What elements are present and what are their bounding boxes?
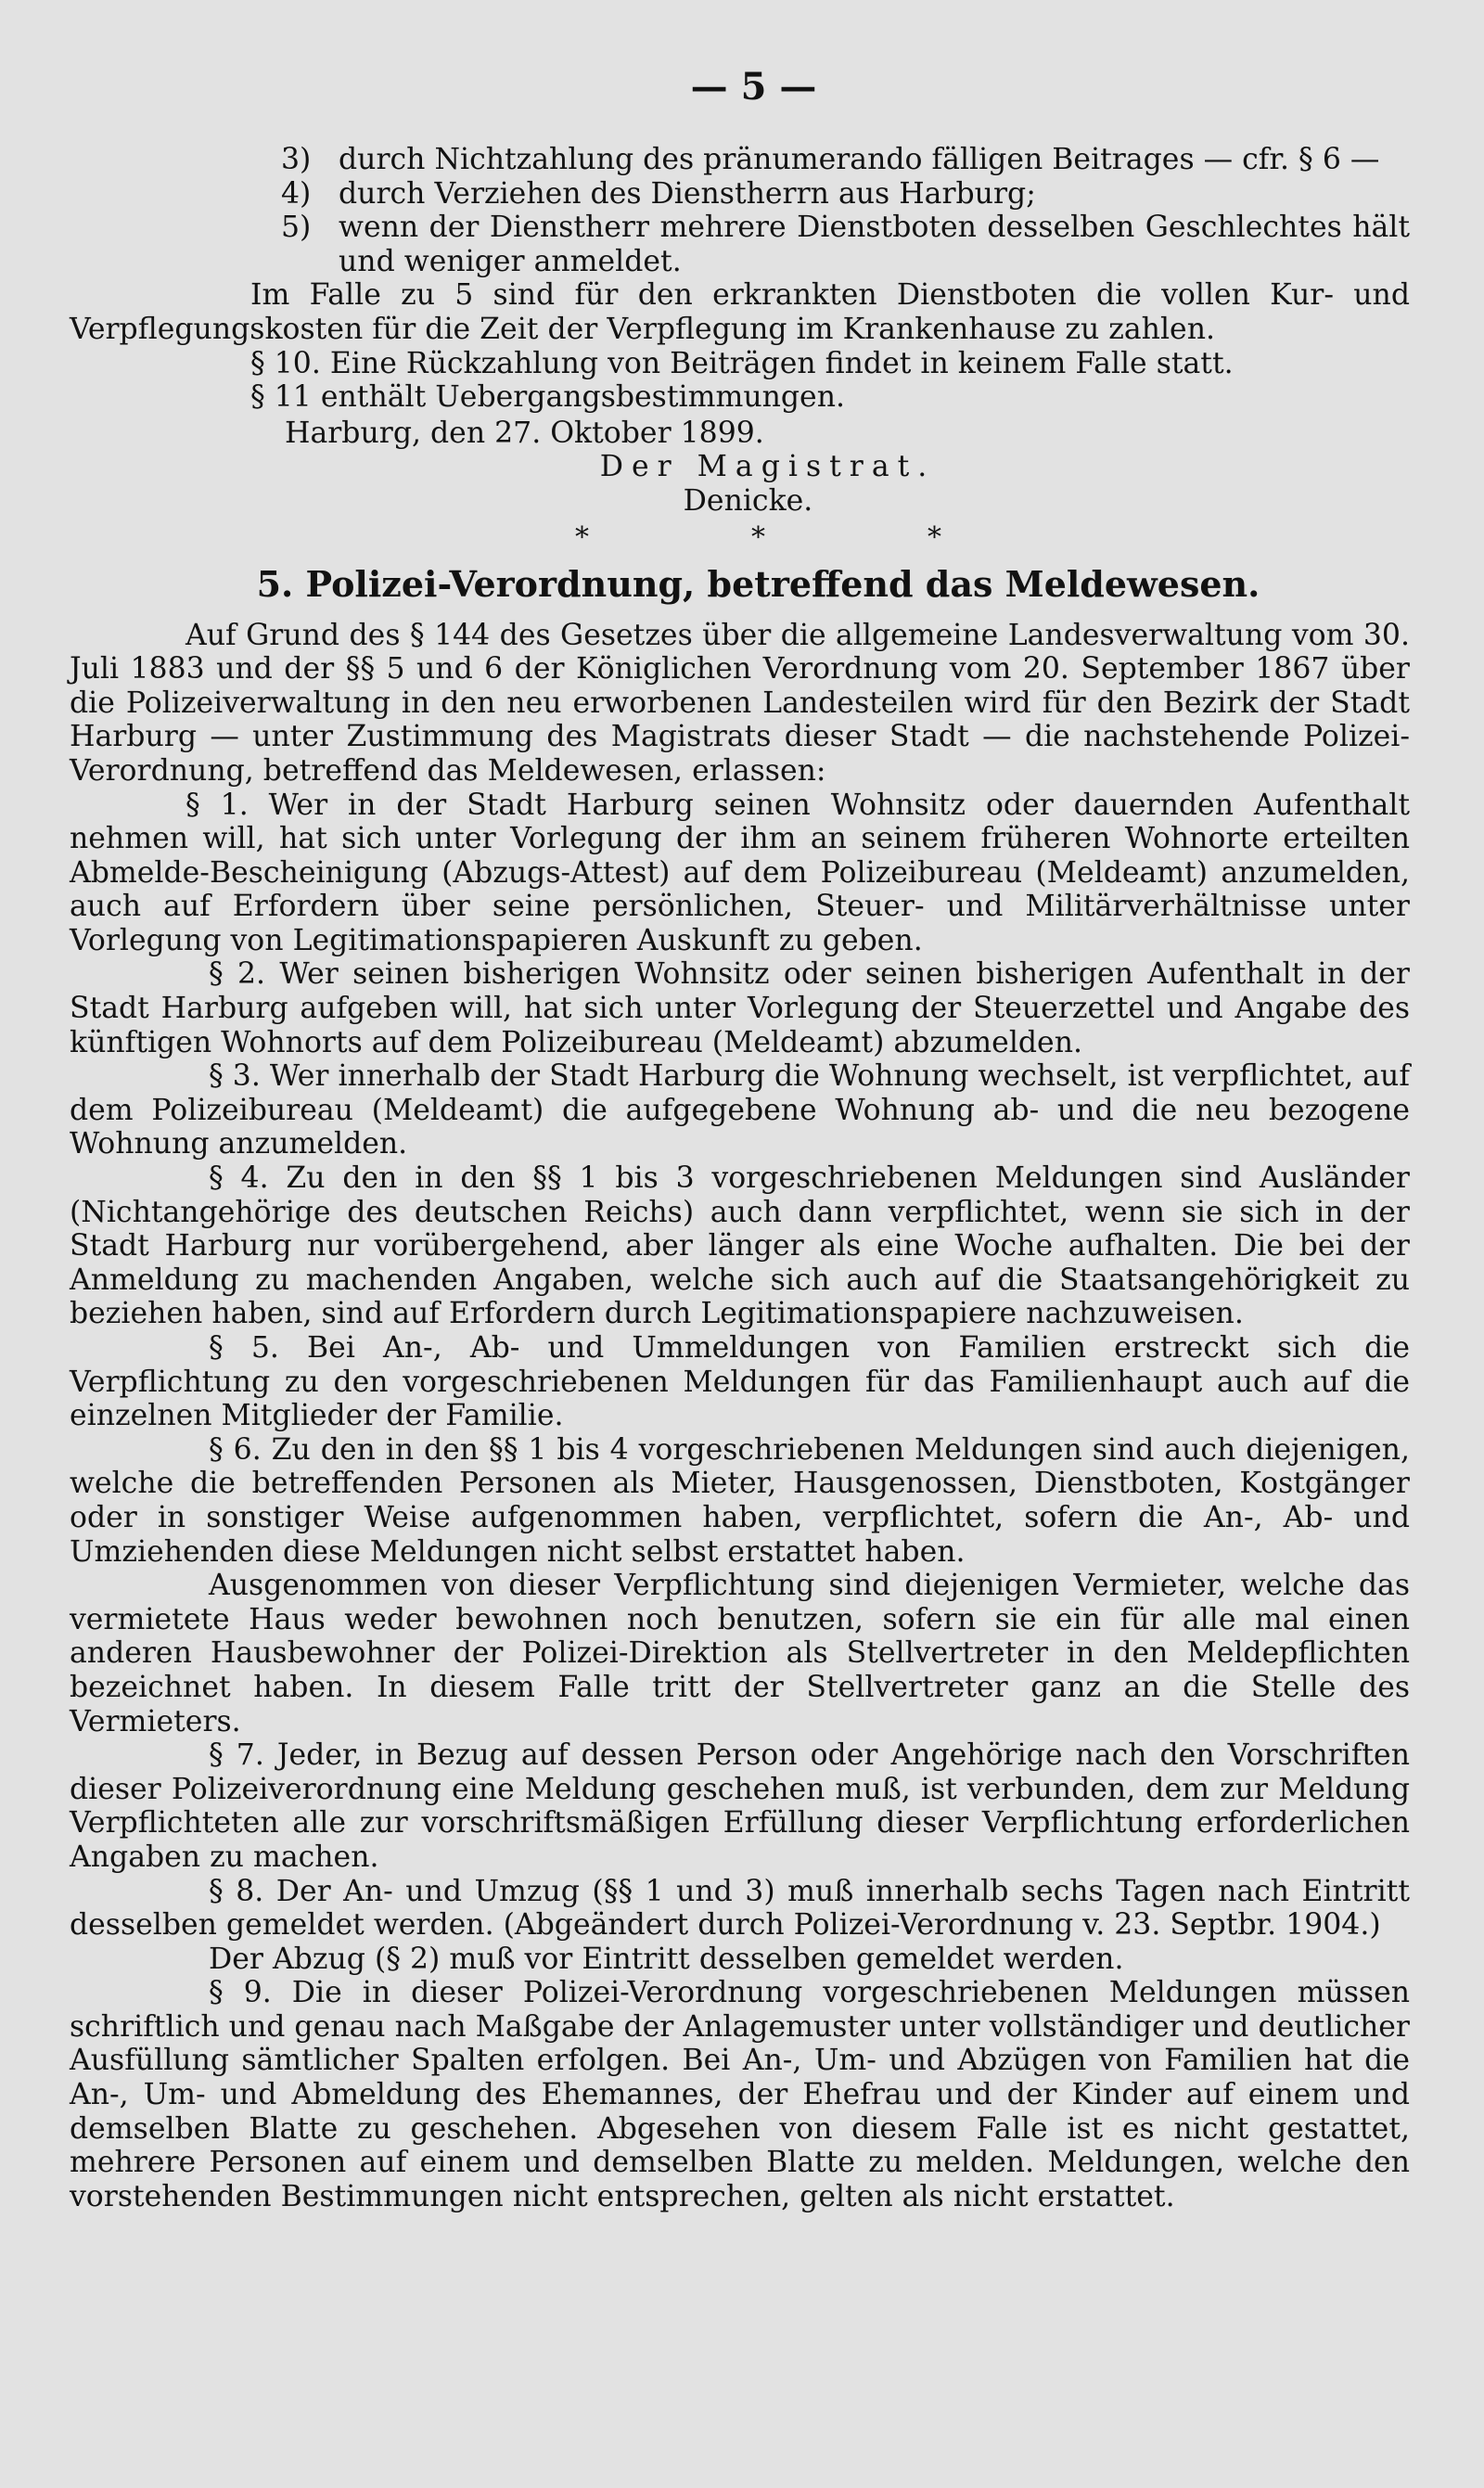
signer: Denicke. [683, 483, 813, 518]
paragraph-section-11: § 11 enthält Uebergangsbestimmungen. [250, 380, 845, 415]
list-item-number: 4) [281, 176, 312, 211]
separator-star: * [575, 520, 589, 554]
page-number: — 5 — [690, 65, 817, 109]
list-section [70, 143, 1410, 278]
section-8-departure: Der Abzug (§ 2) muß vor Eintritt desselben gemeldet werden. [209, 1942, 1124, 1976]
separator-star: * [928, 520, 941, 554]
separator [70, 520, 1410, 554]
list-item-text: durch Verziehen des Dienstherrn aus Harburg; [339, 176, 1036, 211]
list-item-3 [70, 143, 1410, 177]
list-item-number: 3) [281, 143, 312, 176]
section-2: § 2. Wer seinen bisherigen Wohnsitz oder seinen bisherigen Aufenthalt in der Stadt Harburg aufgeben will, hat sich unter Vorlegung der Steuerzettel und Angabe des künftigen Wohnorts auf dem Polizeibureau (Meldeamt) abzumelden. [70, 957, 1410, 1059]
list-item-5 [70, 211, 1410, 278]
separator-star: * [751, 520, 765, 554]
list-item-text: wenn der Dienstherr mehrere Dienstboten desselben Geschlechtes hält und weniger anmeldet. [339, 211, 1410, 278]
list-item-text: durch Nichtzahlung des pränumerando fälligen Beitrages — cfr. § 6 — [339, 143, 1380, 176]
section-4: § 4. Zu den in den §§ 1 bis 3 vorgeschriebenen Meldungen sind Ausländer (Nichtangehörige des deutschen Reichs) auch dann verpflichtet, wenn sie sich in der Stadt Harburg nur vorübergehend, aber länger als eine Woche aufhalten. Die bei der Anmeldung zu machenden Angaben, welche sich auch auf die Staatsangehörigkeit zu beziehen haben, sind auf Erfordern durch Legitimationspapiere nachzuweisen. [70, 1161, 1410, 1331]
section-5: § 5. Bei An-, Ab- und Ummeldungen von Familien erstreckt sich die Verpflichtung zu den vorgeschriebenen Meldungen für das Familienhaupt auch auf die einzelnen Mitglieder der Familie. [70, 1331, 1410, 1433]
section-9: § 9. Die in dieser Polizei-Verordnung vorgeschriebenen Meldungen müssen schriftlich und genau nach Maßgabe der Anlagemuster unter vollständiger und deutlicher Ausfüllung sämtlicher Spalten erfolgen. Bei An-, Um- und Abzügen von Familien hat die An-, Um- und Abmeldung des Ehemannes, der Ehefrau und der Kinder auf einem und demselben Blatte zu geschehen. Abgesehen von diesem Falle ist es nicht gestattet, mehrere Personen auf einem und demselben Blatte zu melden. Meldungen, welche den vorstehenden Bestimmungen nicht entsprechen, gelten als nicht erstattet. [70, 1976, 1410, 2213]
section-8: § 8. Der An- und Umzug (§§ 1 und 3) muß innerhalb sechs Tagen nach Eintritt desselben gemeldet werden. (Abgeändert durch Polizei-Verordnung v. 23. Septbr. 1904.) [70, 1874, 1410, 1943]
section-6-exception: Ausgenommen von dieser Verpflichtung sind diejenigen Vermieter, welche das vermietete Haus weder bewohnen noch benutzen, sofern sie ein für alle mal einen anderen Hausbewohner der Polizei-Direktion als Stellvertreter in den Meldepflichten bezeichnet haben. In diesem Falle tritt der Stellvertreter ganz an die Stelle des Vermieters. [70, 1569, 1410, 1738]
list-item-number: 5) [281, 211, 312, 245]
paragraph-section-10: § 10. Eine Rückzahlung von Beiträgen findet in keinem Falle statt. [250, 346, 1234, 380]
preamble: Auf Grund des § 144 des Gesetzes über die allgemeine Landesverwaltung vom 30. Juli 1883 und der §§ 5 und 6 der Königlichen Verordnung vom 20. September 1867 über die Polizeiverwaltung in den neu erworbenen Landesteilen wird für den Bezirk der Stadt Harburg — unter Zustimmung des Magistrats dieser Stadt — die nachstehende Polizei-Verordnung, betreffend das Meldewesen, erlassen: [70, 618, 1410, 788]
section-7: § 7. Jeder, in Bezug auf dessen Person oder Angehörige nach den Vorschriften dieser Polizeiverordnung eine Meldung geschehen muß, ist verbunden, dem zur Meldung Verpflichteten alle zur vorschriftsmäßigen Erfüllung dieser Verpflichtung erforderlichen Angaben zu machen. [70, 1738, 1410, 1874]
paragraph-case-5: Im Falle zu 5 sind für den erkrankten Dienstboten die vollen Kur- und Verpflegungskosten für die Zeit der Verpflegung im Krankenhause zu zahlen. [70, 278, 1410, 346]
list-item-4 [70, 177, 1410, 212]
authority: Der Magistrat. [599, 450, 936, 484]
section-1: § 1. Wer in der Stadt Harburg seinen Wohnsitz oder dauernden Aufenthalt nehmen will, hat sich unter Vorlegung der ihm an seinem früheren Wohnorte erteilten Abmelde-Bescheinigung (Abzugs-Attest) auf dem Polizeibureau (Meldeamt) anzumelden, auch auf Erfordern über seine persönlichen, Steuer- und Militärverhältnisse unter Vorlegung von Legitimationspapieren Auskunft zu geben. [70, 788, 1410, 957]
section-heading: 5. Polizei-Verordnung, betreffend das Meldewesen. [256, 562, 1260, 605]
place-date: Harburg, den 27. Oktober 1899. [285, 416, 764, 450]
section-3: § 3. Wer innerhalb der Stadt Harburg die Wohnung wechselt, ist verpflichtet, auf dem Polizeibureau (Meldeamt) die aufgegebene Wohnung ab- und die neu bezogene Wohnung anzumelden. [70, 1059, 1410, 1161]
section-6: § 6. Zu den in den §§ 1 bis 4 vorgeschriebenen Meldungen sind auch diejenigen, welche die betreffenden Personen als Mieter, Hausgenossen, Dienstboten, Kostgänger oder in sonstiger Weise aufgenommen haben, verpflichtet, sofern die An-, Ab- und Umziehenden diese Meldungen nicht selbst erstattet haben. [70, 1432, 1410, 1569]
